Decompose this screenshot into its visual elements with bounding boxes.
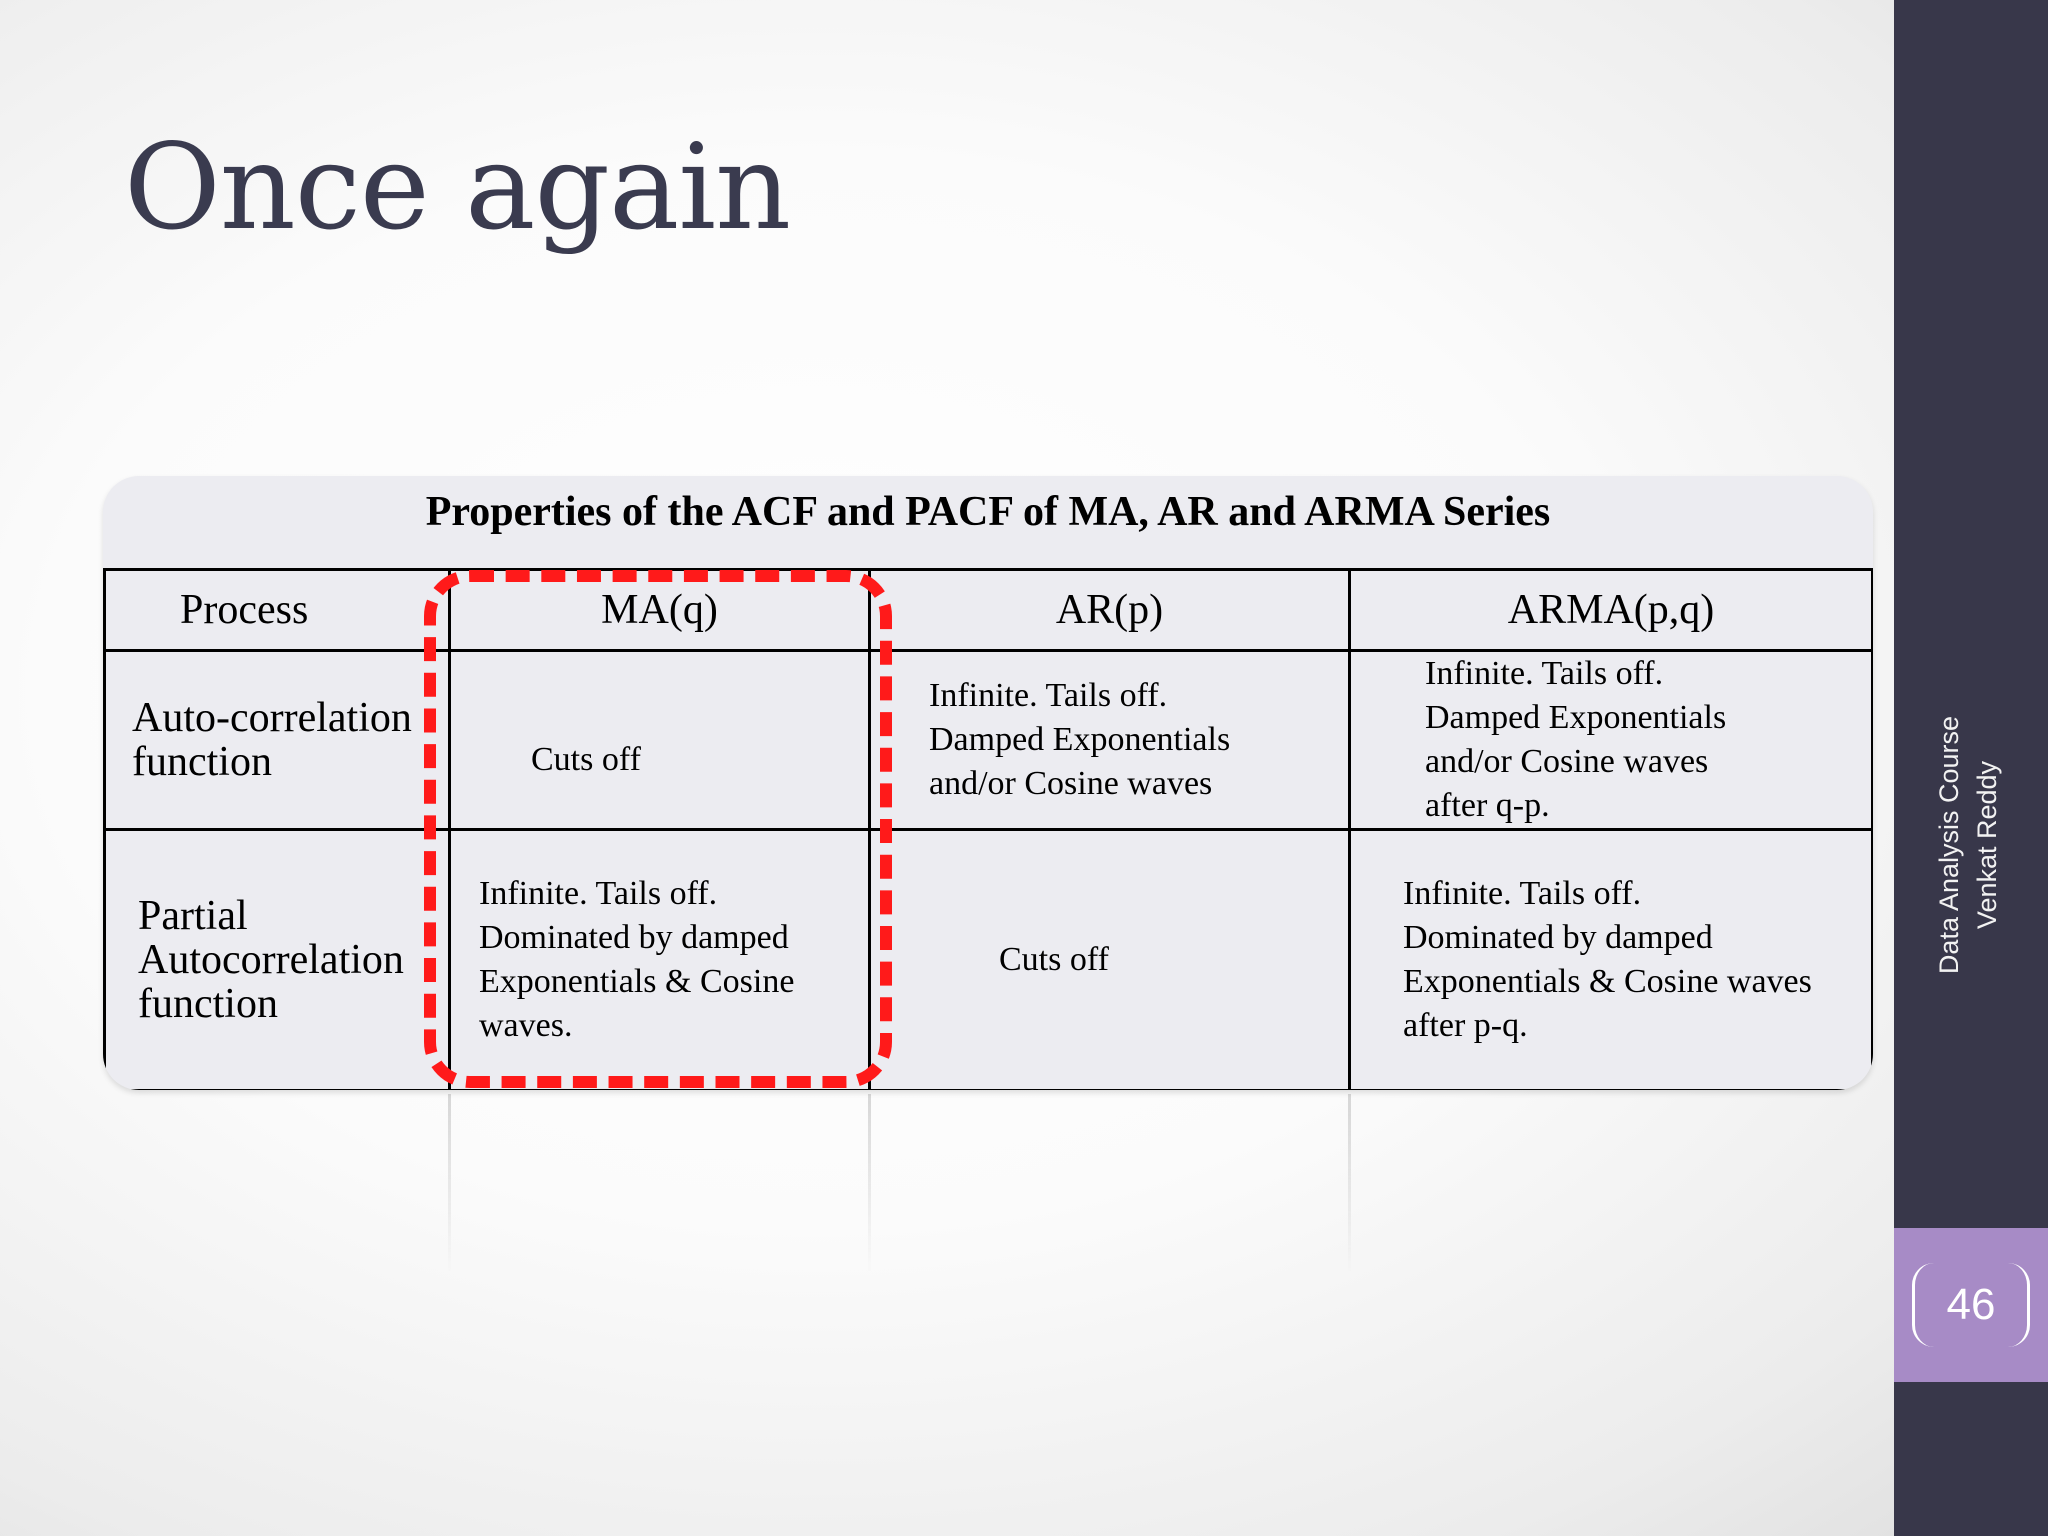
header-ma: MA(q) — [450, 570, 870, 651]
cell-ma-pacf-text: Infinite. Tails off. Dominated by damped Exponentials & Cosine waves. — [479, 875, 795, 1044]
header-ar: AR(p) — [870, 570, 1350, 651]
cell-arma-acf-text: Infinite. Tails off. Damped Exponentials and/or Cosine waves after q-p. — [1425, 655, 1727, 824]
cell-ar-acf — [870, 651, 1350, 830]
row-label-pacf-text: Partial Autocorrelation function — [138, 893, 404, 1027]
properties-table — [103, 568, 1873, 1090]
header-arma: ARMA(p,q) — [1350, 570, 1873, 651]
cell-arma-acf — [1350, 651, 1873, 830]
reflection-line — [868, 1094, 871, 1274]
table-header-row — [105, 570, 1873, 651]
table-caption: Properties of the ACF and PACF of MA, AR and ARMA Series — [425, 489, 1551, 535]
cell-ar-pacf-text: Cuts off — [999, 941, 1109, 978]
cell-ar-pacf — [870, 830, 1350, 1091]
properties-table-card — [103, 476, 1873, 1090]
row-label-acf-text: Auto-correlation function — [132, 695, 412, 785]
row-label-pacf — [105, 830, 450, 1091]
row-label-acf — [105, 651, 450, 830]
side-caption — [1930, 635, 2006, 1055]
cell-ma-pacf — [450, 830, 870, 1091]
author-name: Venkat Reddy — [1972, 760, 2002, 930]
slide-title: Once again — [124, 118, 791, 256]
cell-ma-acf-text: Cuts off — [531, 741, 641, 778]
cell-arma-pacf-text: Infinite. Tails off. Dominated by damped Exponentials & Cosine waves after p-q. — [1403, 875, 1812, 1044]
page-number: 46 — [1912, 1263, 2030, 1347]
course-name: Data Analysis Course — [1934, 715, 1964, 975]
cell-arma-pacf — [1350, 830, 1873, 1091]
reflection-line — [448, 1094, 451, 1274]
reflection-line — [1348, 1094, 1351, 1274]
cell-ar-acf-text: Infinite. Tails off. Damped Exponentials and/or Cosine waves — [929, 677, 1231, 802]
table-reflection — [103, 1094, 1873, 1274]
table-row-acf — [105, 651, 1873, 830]
cell-ma-acf — [450, 651, 870, 830]
table-row-pacf — [105, 830, 1873, 1091]
header-process: Process — [105, 570, 450, 651]
